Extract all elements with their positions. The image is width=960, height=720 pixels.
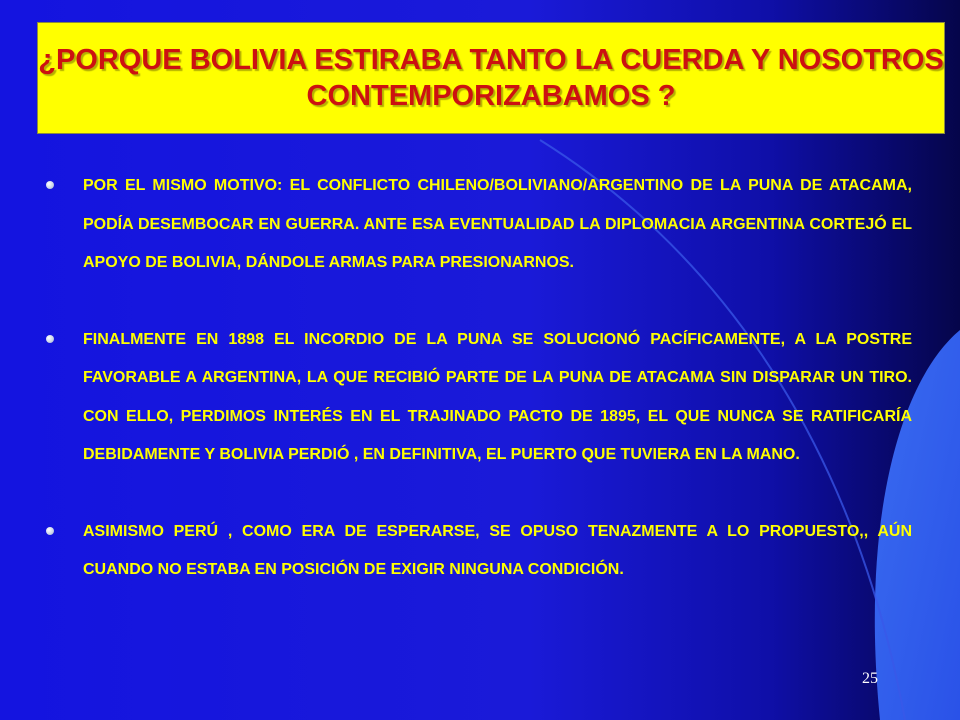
bullet-dot-icon <box>46 181 54 189</box>
page-number: 25 <box>862 670 878 687</box>
bullet-text: ASIMISMO PERÚ , COMO ERA DE ESPERARSE, SE OPUSO TENAZMENTE A LO PROPUESTO,, AÚN CUANDO NO ESTABA EN POSICIÓN DE EXIGIR NINGUNA CONDICIÓN. <box>83 522 912 578</box>
bullet-dot-icon <box>46 527 54 535</box>
title-box <box>37 22 945 134</box>
bullet-text: FINALMENTE EN 1898 EL INCORDIO DE LA PUNA SE SOLUCIONÓ PACÍFICAMENTE, A LA POSTRE FAVORABLE A ARGENTINA, LA QUE RECIBIÓ PARTE DE LA PUNA DE ATACAMA SIN DISPARAR UN TIRO. CON ELLO, PERDIMOS INTERÉS EN EL TRAJINADO PACTO DE 1895, EL QUE NUNCA SE RATIFICARÍA DEBIDAMENTE Y BOLIVIA PERDIÓ , EN DEFINITIVA, EL PUERTO QUE TUVIERA EN LA MANO. <box>83 330 912 463</box>
bullet-list <box>40 167 912 628</box>
bullet-item <box>40 167 912 283</box>
bullet-dot-icon <box>46 335 54 343</box>
bullet-text: POR EL MISMO MOTIVO: EL CONFLICTO CHILENO/BOLIVIANO/ARGENTINO DE LA PUNA DE ATACAMA, PODÍA DESEMBOCAR EN GUERRA. ANTE ESA EVENTUALIDAD LA DIPLOMACIA ARGENTINA CORTEJÓ EL APOYO DE BOLIVIA, DÁNDOLE ARMAS PARA PRESIONARNOS. <box>83 177 912 271</box>
bullet-item <box>40 321 912 475</box>
slide-title: ¿PORQUE BOLIVIA ESTIRABA TANTO LA CUERDA Y NOSOTROS CONTEMPORIZABAMOS ? <box>38 44 944 112</box>
bullet-item <box>40 513 912 590</box>
